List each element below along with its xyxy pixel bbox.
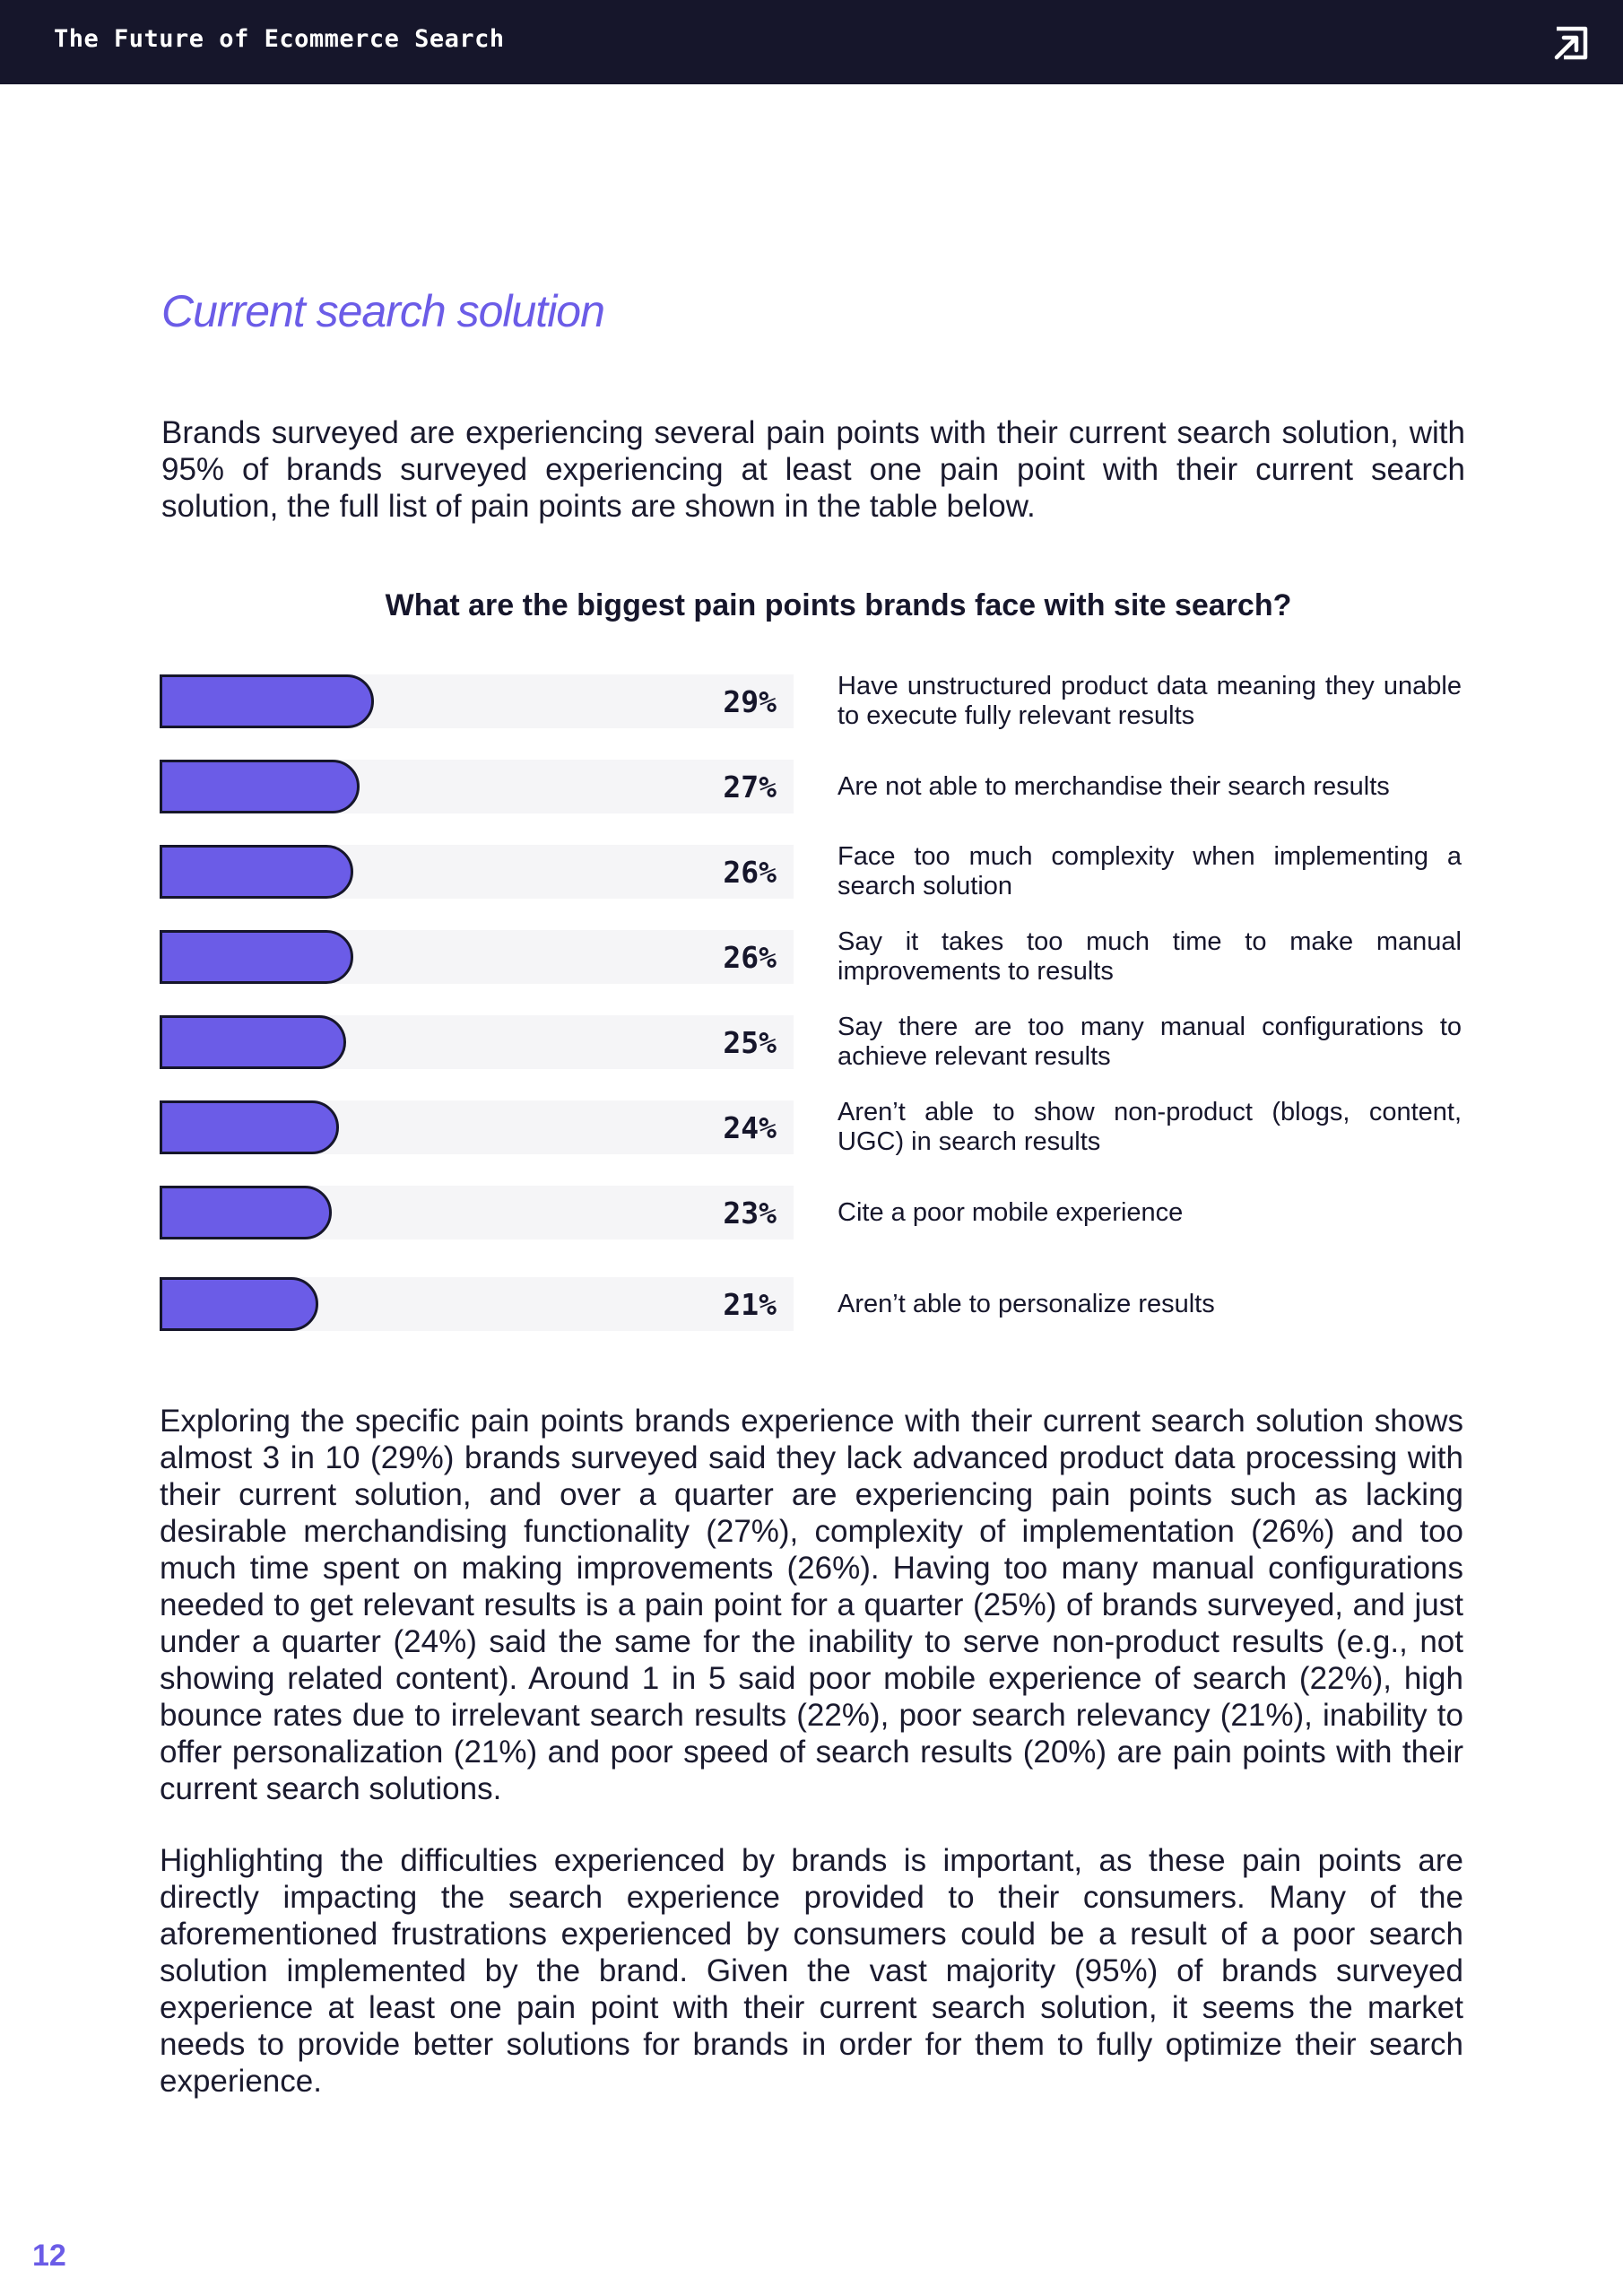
chart-value-label: 26% — [723, 940, 777, 975]
chart-category-label: Face too much complexity when implementing a search solution — [838, 842, 1462, 900]
chart-value-label: 25% — [723, 1025, 777, 1060]
chart-value-label: 29% — [723, 684, 777, 719]
chart-bar — [160, 930, 353, 984]
chart-category-label: Cite a poor mobile experience — [838, 1197, 1184, 1227]
chart-bar — [160, 1186, 332, 1239]
section-heading: Current search solution — [161, 286, 604, 336]
chart-value-label: 27% — [723, 770, 777, 804]
chart-value-label: 24% — [723, 1110, 777, 1145]
chart-category-label: Are not able to merchandise their search results — [838, 771, 1390, 801]
body-paragraph-2: Highlighting the difficulties experienced by brands is important, as these pain points are directly impacting the search experience provided to their consumers. Many of the aforementioned frustrations experienced by consumers could be a result of a poor search solution implemented by the brand. Given the vast majority (95%) of brands surveyed experience at least one pain point with their current search solution, it seems the market needs to provide better solutions for brands in order for them to fully optimize their search experience. — [160, 1843, 1463, 2099]
chart-bar — [160, 1015, 346, 1069]
chart-category-label: Say it takes too much time to make manual improvements to results — [838, 927, 1462, 986]
chart-category-label: Have unstructured product data meaning they unable to execute fully relevant results — [838, 672, 1462, 730]
chart-bar — [160, 760, 360, 813]
page-number: 12 — [32, 2239, 66, 2273]
chart-category-label: Aren’t able to show non-product (blogs, content, UGC) in search results — [838, 1098, 1462, 1156]
chart-category-label: Aren’t able to personalize results — [838, 1289, 1215, 1318]
chart-bar — [160, 674, 374, 728]
chart-value-label: 23% — [723, 1196, 777, 1231]
chart-value-label: 21% — [723, 1287, 777, 1322]
chart-title: What are the biggest pain points brands face with site search? — [385, 588, 1292, 622]
chart-value-label: 26% — [723, 855, 777, 890]
chart-bar — [160, 1100, 339, 1154]
chart-category-label: Say there are too many manual configurations to achieve relevant results — [838, 1013, 1462, 1071]
chart-bar — [160, 1277, 318, 1331]
chart-bar — [160, 845, 353, 899]
document-title: The Future of Ecommerce Search — [54, 25, 505, 53]
body-paragraph-1: Exploring the specific pain points brands experience with their current search solution shows almost 3 in 10 (29%) brands surveyed said they lack advanced product data processing with their current solution, and over a quarter are experiencing pain points such as lacking desirable merchandising functionality (27%), complexity of implementation (26%) and too much time spent on making improvements (26%). Having too many manual configurations needed to get relevant results is a pain point for a quarter (25%) of brands surveyed, and just under a quarter (24%) said the same for the inability to serve non-product results (e.g., not showing related content). Around 1 in 5 said poor mobile experience of search (22%), high bounce rates due to irrelevant search results (22%), poor search relevancy (21%), inability to offer personalization (21%) and poor speed of search results (20%) are pain points with their current search solutions. — [160, 1404, 1463, 1806]
intro-paragraph: Brands surveyed are experiencing several pain points with their current search solution, with 95% of brands surveyed experiencing at least one pain point with their current search solution, the full list of pain points are shown in the table below. — [161, 415, 1465, 524]
